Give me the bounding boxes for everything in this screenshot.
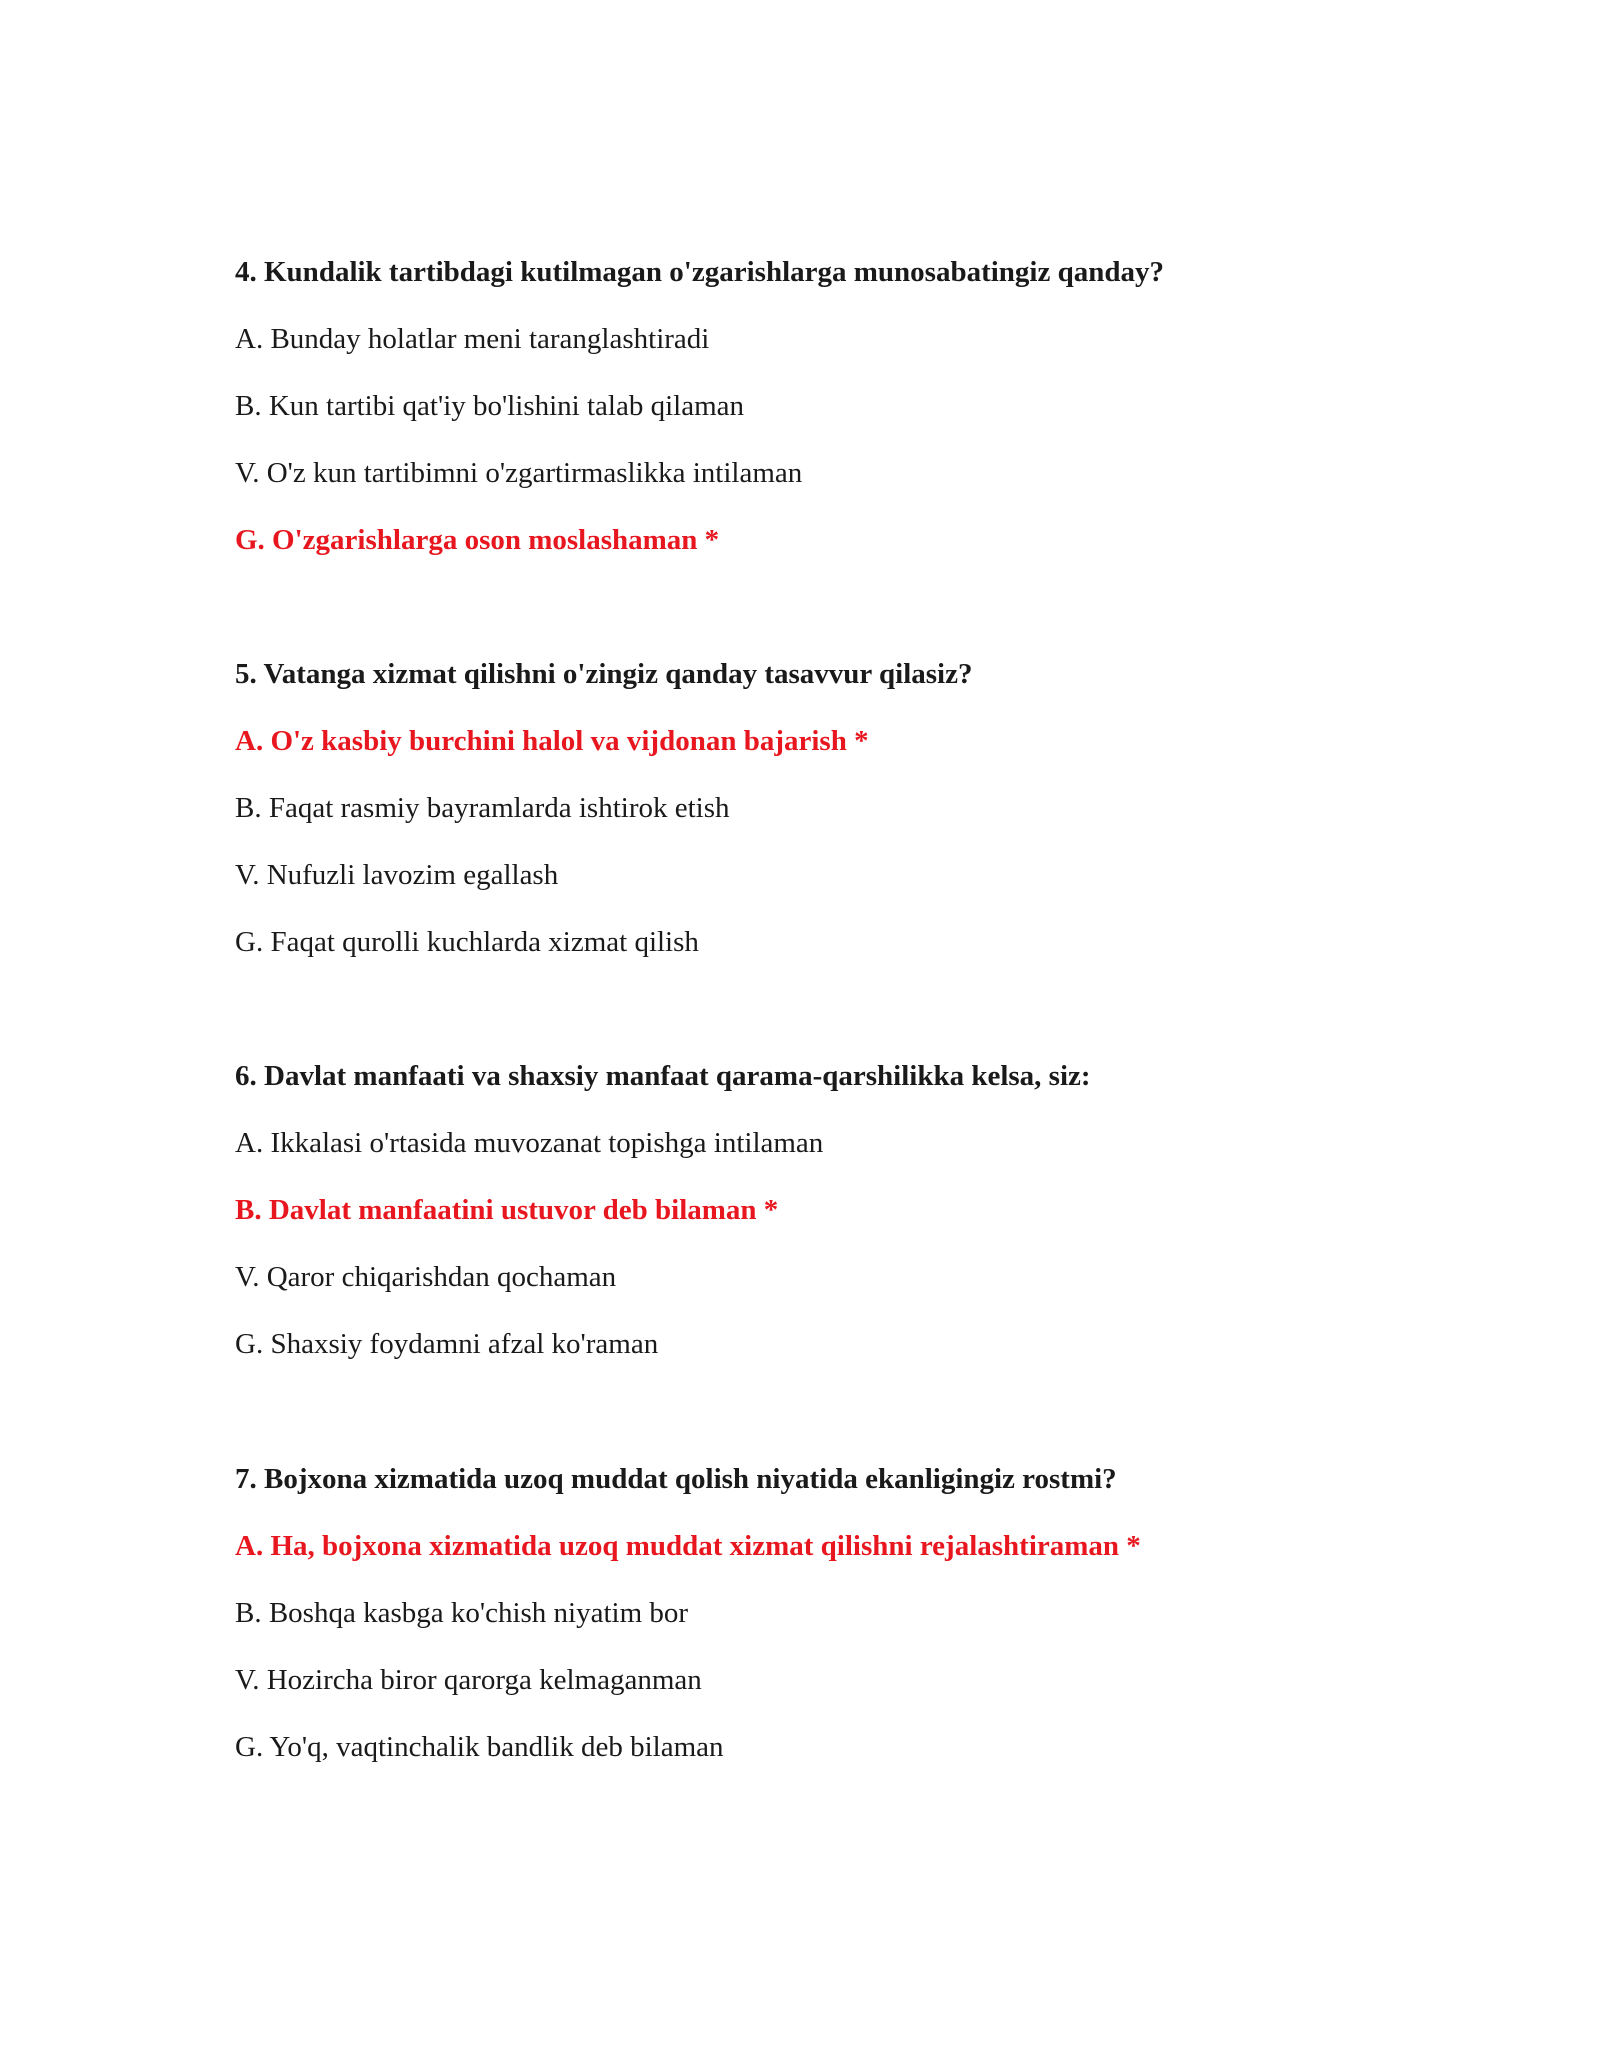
question-7 xyxy=(235,1462,1435,1764)
option-b: B. Boshqa kasbga ko'chish niyatim bor xyxy=(235,1597,689,1629)
option-v: V. Hozircha biror qarorga kelmaganman xyxy=(235,1664,702,1696)
option-a: A. Bunday holatlar meni taranglashtiradi xyxy=(235,323,710,355)
option-b-correct: B. Davlat manfaatini ustuvor deb bilaman * xyxy=(235,1194,779,1226)
question-text: 7. Bojxona xizmatida uzoq muddat qolish niyatida ekanligingiz rostmi? xyxy=(235,1463,1117,1495)
option-a-correct: A. Ha, bojxona xizmatida uzoq muddat xizmat qilishni rejalashtiraman * xyxy=(235,1530,1141,1562)
question-text: 5. Vatanga xizmat qilishni o'zingiz qanday tasavvur qilasiz? xyxy=(235,658,973,690)
option-b: B. Kun tartibi qat'iy bo'lishini talab qilaman xyxy=(235,390,745,422)
option-a: A. Ikkalasi o'rtasida muvozanat topishga intilaman xyxy=(235,1127,824,1159)
question-6 xyxy=(235,1059,1435,1361)
option-v: V. O'z kun tartibimni o'zgartirmaslikka intilaman xyxy=(235,457,803,489)
option-g: G. Faqat qurolli kuchlarda xizmat qilish xyxy=(235,926,699,958)
question-4 xyxy=(235,255,1435,557)
option-a-correct: A. O'z kasbiy burchini halol va vijdonan bajarish * xyxy=(235,725,869,757)
question-text: 6. Davlat manfaati va shaxsiy manfaat qarama-qarshilikka kelsa, siz: xyxy=(235,1060,1091,1092)
option-g: G. Yo'q, vaqtinchalik bandlik deb bilaman xyxy=(235,1731,724,1763)
option-g: G. Shaxsiy foydamni afzal ko'raman xyxy=(235,1328,659,1360)
question-text: 4. Kundalik tartibdagi kutilmagan o'zgarishlarga munosabatingiz qanday? xyxy=(235,256,1164,288)
option-g-correct: G. O'zgarishlarga oson moslashaman * xyxy=(235,524,720,556)
option-v: V. Qaror chiqarishdan qochaman xyxy=(235,1261,617,1293)
option-b: B. Faqat rasmiy bayramlarda ishtirok etish xyxy=(235,792,730,824)
option-v: V. Nufuzli lavozim egallash xyxy=(235,859,559,891)
question-5 xyxy=(235,657,1435,959)
